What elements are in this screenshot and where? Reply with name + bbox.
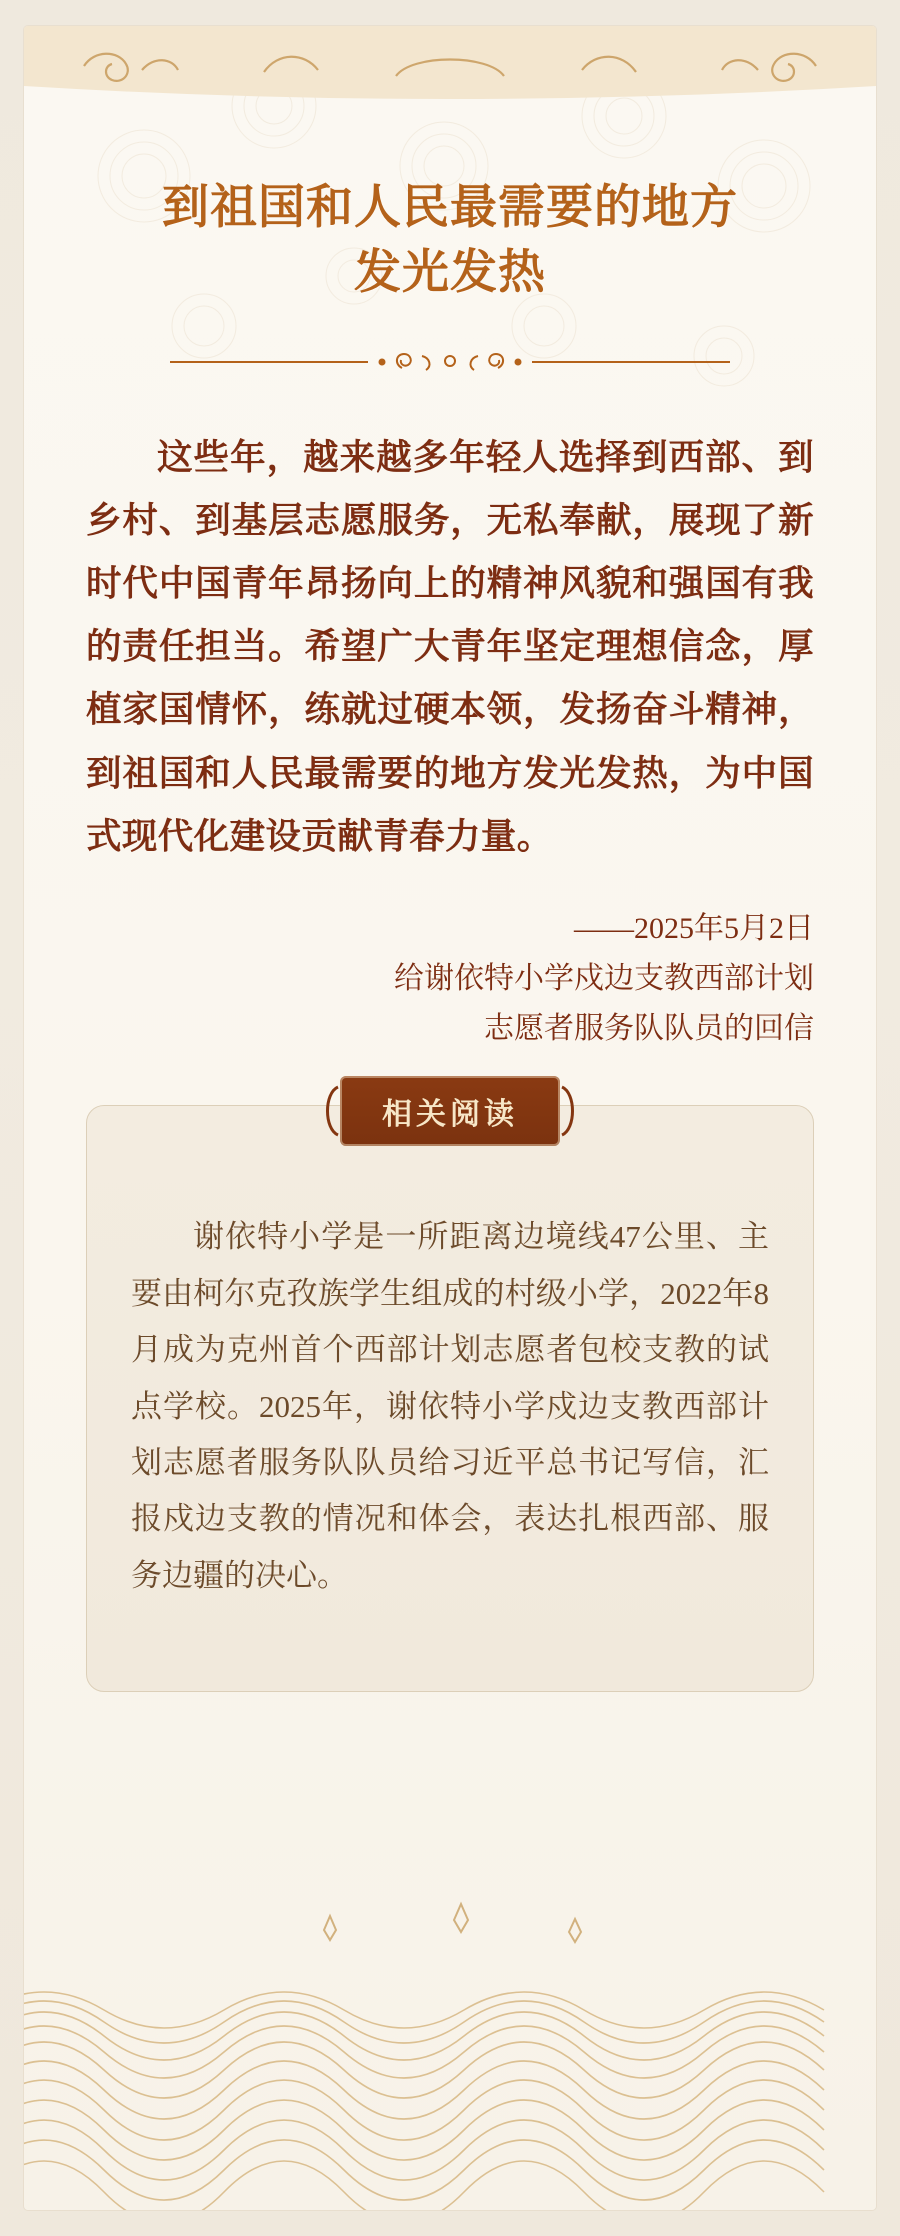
attribution-date: ——2025年5月2日 (574, 912, 814, 946)
attribution-source-line-1: 给谢依特小学戍边支教西部计划 (394, 961, 814, 995)
related-reading-badge (314, 1076, 586, 1146)
poster-content (24, 176, 876, 1692)
related-reading-box (86, 1098, 814, 1692)
related-reading-label: 相关阅读 (340, 1076, 560, 1146)
attribution-source-line-2: 志愿者服务队队员的回信 (484, 1011, 814, 1045)
divider-icon (170, 350, 730, 374)
page-title (86, 176, 814, 306)
spark-ornaments (24, 1890, 876, 1960)
title-line-1: 到祖国和人民最需要的地方 (162, 182, 738, 234)
title-line-2: 发光发热 (354, 246, 546, 299)
quote-body: 这些年，越来越多年轻人选择到西部、到乡村、到基层志愿服务，无私奉献，展现了新时代中国青年昂扬向上的精神风貌和强国有我的责任担当。希望广大青年坚定理想信念，厚植家国情怀，练就过硬本领，发扬奋斗精神，到祖国和人民最需要的地方发光发热，为中国式现代化建设贡献青春力量。 (86, 436, 814, 856)
ornamental-divider (170, 350, 730, 374)
badge-right-cap-icon (560, 1083, 586, 1139)
poster-card (24, 26, 876, 2210)
related-reading-text: 谢依特小学是一所距离边境线47公里、主要由柯尔克孜族学生组成的村级小学，2022年8月成为克州首个西部计划志愿者包校支教的试点学校。2025年，谢依特小学戍边支教西部计划志愿者服务队队员给习近平总书记写信，汇报戍边支教的情况和体会，表达扎根西部、服务边疆的决心。 (131, 1219, 769, 1593)
attribution (86, 904, 814, 1053)
top-ornament-band (24, 26, 876, 122)
badge-left-cap-icon (314, 1083, 340, 1139)
wave-pattern-decoration (24, 1910, 876, 2210)
